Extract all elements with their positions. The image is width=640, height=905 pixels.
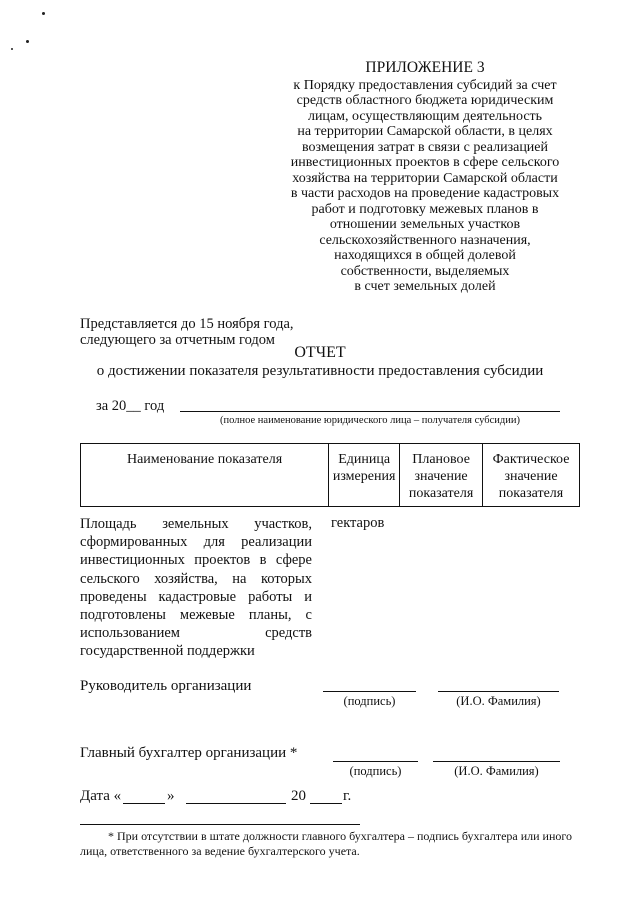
appendix-line: в счет земельных долей (354, 279, 496, 294)
date-close-quote: » (167, 788, 175, 804)
date-year-suffix: г. (343, 788, 352, 804)
appendix-title: ПРИЛОЖЕНИЕ 3 (365, 59, 485, 76)
appendix-line: к Порядку предоставления субсидий за счет (293, 77, 557, 93)
head-name-line[interactable] (438, 691, 559, 692)
indicators-table (80, 443, 580, 507)
appendix-header (265, 60, 585, 295)
appendix-line: работ и подготовку межевых планов в (311, 201, 539, 217)
head-signature-line[interactable] (323, 691, 416, 692)
submission-line-1: Представляется до 15 ноября года, (80, 316, 294, 332)
date-label: Дата « (80, 788, 122, 804)
date-year-line[interactable] (310, 803, 342, 804)
report-subtitle: о достижении показателя результативности предоставления субсидии (96, 363, 544, 379)
accountant-name-line[interactable] (433, 761, 560, 762)
date-year-prefix: 20 (291, 788, 306, 804)
scan-dot (11, 48, 13, 50)
indicator-name-cell: Площадь земельных участков, сформированных для реализации инвестиционных проектов в сфере сельского хозяйства, на которых проведены кадастровые работы и подготовлены межевые планы, с использованием средств государственной поддержки (80, 516, 312, 660)
appendix-line: средств областного бюджета юридическим (296, 93, 554, 108)
accountant-signature-caption: (подпись) (349, 764, 402, 778)
report-title: ОТЧЕТ (294, 344, 346, 361)
appendix-line: отношении земельных участков (329, 217, 521, 232)
legal-entity-caption: (полное наименование юридического лица – получателя субсидии) (220, 415, 520, 426)
accountant-signature-line[interactable] (333, 761, 418, 762)
footnote (80, 829, 585, 859)
appendix-line: возмещения затрат в связи с реализацией (301, 139, 549, 155)
scan-dot (26, 40, 29, 43)
head-signature-caption: (подпись) (343, 694, 396, 708)
appendix-line: находящихся в общей долевой (334, 248, 516, 263)
accountant-signature-label: Главный бухгалтер организации * (80, 745, 298, 761)
appendix-line: инвестиционных проектов в сфере сельского (290, 155, 560, 170)
footnote-text: * При отсутствии в штате должности главного бухгалтера – подпись бухгалтера или иного лица, ответственного за ведение бухгалтерского учета. (80, 829, 573, 858)
head-name-caption: (И.О. Фамилия) (456, 694, 541, 708)
accountant-name-caption: (И.О. Фамилия) (454, 764, 539, 778)
scan-dot (42, 12, 45, 15)
appendix-line: на территории Самарской области, в целях (297, 124, 553, 139)
header-unit: Единица измерения (329, 444, 400, 507)
header-planned-value: Плановое значение показателя (400, 444, 483, 507)
legal-entity-line[interactable] (180, 411, 560, 412)
date-day-line[interactable] (123, 803, 165, 804)
appendix-line: хозяйства на территории Самарской области (292, 170, 558, 186)
header-actual-value: Фактическое значение показателя (483, 444, 580, 507)
indicator-unit-cell: гектаров (331, 515, 385, 531)
appendix-line: сельскохозяйственного назначения, (319, 232, 531, 248)
year-label: за 20__ год (96, 398, 165, 414)
submission-line-2: следующего за отчетным годом (80, 332, 275, 348)
header-indicator-name: Наименование показателя (81, 444, 329, 507)
appendix-line: собственности, выделяемых (340, 263, 510, 279)
head-signature-label: Руководитель организации (80, 678, 252, 694)
footnote-rule (80, 824, 360, 825)
appendix-line: в части расходов на проведение кадастровых (290, 186, 560, 201)
appendix-line: лицам, осуществляющим деятельность (307, 108, 543, 124)
table-header-row (81, 444, 580, 507)
date-month-line[interactable] (186, 803, 286, 804)
